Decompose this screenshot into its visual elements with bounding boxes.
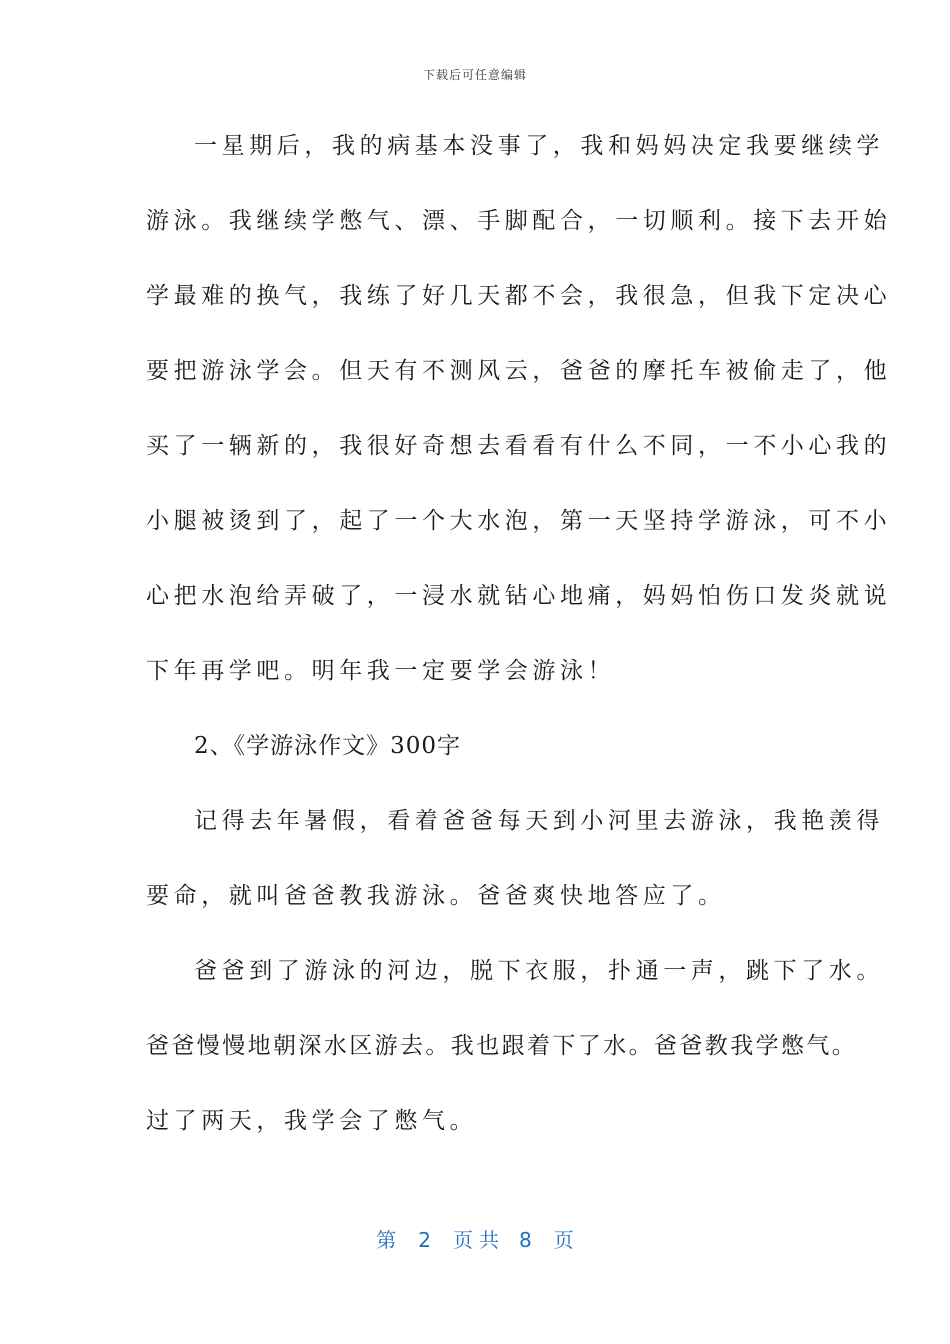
total-pages-number: 8 (519, 1228, 532, 1252)
footer-prefix: 第 (376, 1228, 397, 1252)
footer-middle: 页共 (453, 1228, 505, 1252)
paragraph-line: 下年再学吧。明年我一定要学会游泳！ (146, 658, 616, 684)
paragraph-line: 小腿被烫到了，起了一个大水泡，第一天坚持学游泳，可不小 (146, 508, 892, 534)
document-body (146, 120, 892, 1170)
paragraph-line: 过了两天，我学会了憋气。 (146, 1108, 478, 1134)
section-heading: 2、《学游泳作文》300字 (194, 733, 462, 759)
paragraph-line: 爸爸慢慢地朝深水区游去。我也跟着下了水。爸爸教我学憋气。 (146, 1033, 858, 1059)
paragraph-line: 记得去年暑假，看着爸爸每天到小河里去游泳，我艳羡得 (194, 808, 884, 834)
paragraph-line: 游泳。我继续学憋气、漂、手脚配合，一切顺利。接下去开始 (146, 208, 892, 234)
footer-suffix: 页 (553, 1228, 574, 1252)
paragraph-line: 要命，就叫爸爸教我游泳。爸爸爽快地答应了。 (146, 883, 726, 909)
paragraph-line: 爸爸到了游泳的河边，脱下衣服，扑通一声，跳下了水。 (194, 958, 884, 984)
paragraph-line: 买了一辆新的，我很好奇想去看看有什么不同，一不小心我的 (146, 433, 892, 459)
paragraph-line: 心把水泡给弄破了，一浸水就钻心地痛，妈妈怕伤口发炎就说 (146, 583, 892, 609)
paragraph-line: 学最难的换气，我练了好几天都不会，我很急，但我下定决心 (146, 283, 892, 309)
page-footer (0, 1224, 950, 1253)
page-header: 下载后可任意编辑 (422, 68, 527, 82)
current-page-number: 2 (418, 1228, 431, 1252)
paragraph-line: 要把游泳学会。但天有不测风云，爸爸的摩托车被偷走了，他 (146, 358, 892, 384)
paragraph-line: 一星期后，我的病基本没事了，我和妈妈决定我要继续学 (194, 133, 884, 159)
